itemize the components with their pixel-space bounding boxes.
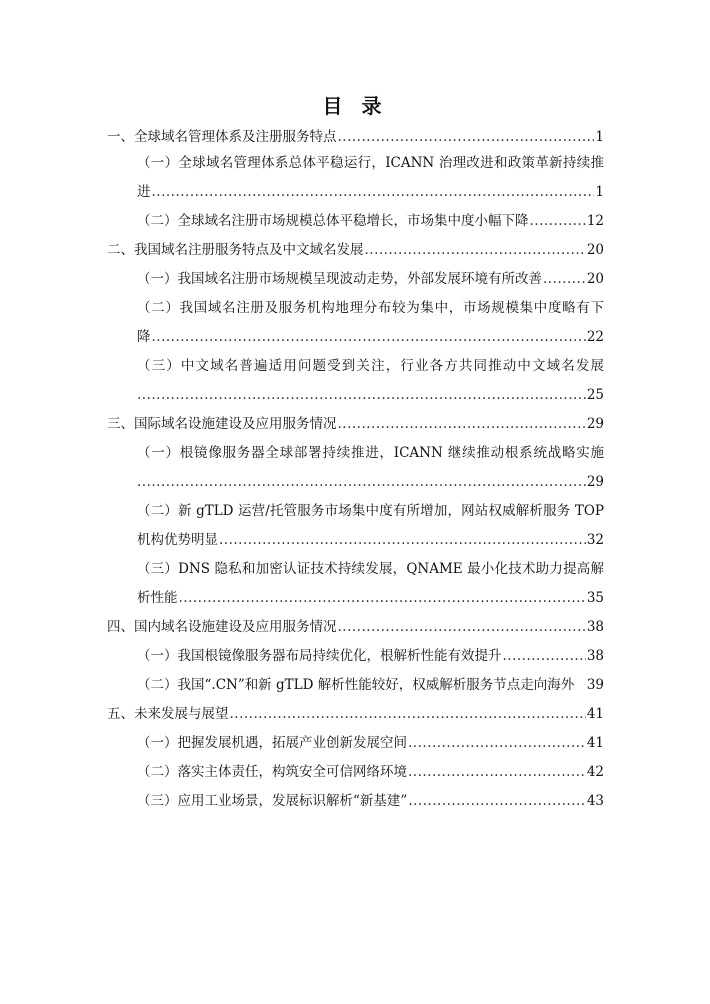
toc-leader-dots (152, 326, 586, 348)
toc-page-number: 29 (586, 471, 604, 493)
toc-leader-dots (338, 413, 586, 435)
toc-label: （一）把握发展机遇，拓展产业创新发展空间 (137, 732, 408, 754)
toc-entry[interactable] (137, 558, 604, 580)
toc-label: 五、未来发展与展望 (107, 703, 230, 725)
toc-label: （一）全球域名管理体系总体平稳运行，ICANN 治理改进和政策革新持续推 (137, 152, 605, 174)
toc-entry[interactable] (107, 126, 604, 148)
toc-entry[interactable] (137, 790, 604, 812)
toc-entry[interactable] (137, 355, 604, 377)
toc-page-number: 22 (586, 326, 604, 348)
toc-page-number: 38 (586, 616, 604, 638)
toc-entry[interactable] (137, 645, 604, 667)
toc-page-number: 39 (586, 674, 604, 696)
toc-entry[interactable] (137, 761, 604, 783)
toc-label: （一）根镜像服务器全球部署持续推进，ICANN 继续推动根系统战略实施 (137, 442, 605, 464)
toc-page-number: 25 (586, 384, 604, 406)
toc-entry[interactable] (137, 268, 604, 290)
toc-entry[interactable] (107, 703, 604, 725)
toc-leader-dots (408, 732, 586, 754)
toc-label: 析性能 (137, 587, 179, 609)
toc-page-number: 41 (586, 703, 604, 725)
toc-entry[interactable] (107, 413, 604, 435)
toc-page-number: 1 (594, 181, 604, 203)
toc-entry[interactable] (107, 239, 604, 261)
toc-page-number: 1 (594, 126, 604, 148)
toc-page-number: 41 (586, 732, 604, 754)
toc-page-number: 35 (586, 587, 604, 609)
toc-label: （二）我国域名注册及服务机构地理分布较为集中，市场规模集中度略有下 (137, 297, 605, 319)
toc-entry[interactable] (137, 210, 604, 232)
toc-label: 三、国际域名设施建设及应用服务情况 (107, 413, 338, 435)
page-title: 目 录 (322, 94, 388, 118)
toc-label: （二）落实主体责任，构筑安全可信网络环境 (137, 761, 408, 783)
toc-label: （二）新 gTLD 运营/托管服务市场集中度有所增加，网站权威解析服务 TOP (137, 500, 605, 522)
toc-entry-continuation[interactable] (137, 384, 604, 406)
toc-label: 一、全球域名管理体系及注册服务特点 (107, 126, 338, 148)
toc-label: 四、国内域名设施建设及应用服务情况 (107, 616, 338, 638)
toc-page-number: 32 (586, 529, 604, 551)
toc-leader-dots (179, 587, 586, 609)
toc-entry-continuation[interactable] (137, 326, 604, 348)
toc-entry-continuation[interactable] (137, 181, 604, 203)
toc-label: 机构优势明显 (137, 529, 219, 551)
toc-label: （一）我国根镜像服务器布局持续优化，根解析性能有效提升 (137, 645, 503, 667)
toc-leader-dots (230, 703, 586, 725)
toc-entry[interactable] (107, 616, 604, 638)
toc-entry[interactable] (137, 500, 604, 522)
toc-page-number: 20 (586, 239, 604, 261)
toc-label: （三）中文域名普遍适用问题受到关注，行业各方共同推动中文域名发展 (137, 355, 605, 377)
toc-leader-dots (338, 126, 595, 148)
toc-leader-dots (503, 645, 586, 667)
toc-entry[interactable] (137, 297, 604, 319)
toc-label: 降 (137, 326, 152, 348)
toc-page-number: 12 (586, 210, 604, 232)
toc-leader-dots (137, 471, 586, 493)
toc-leader-dots (152, 181, 595, 203)
toc-entry[interactable] (137, 674, 604, 696)
toc-entry[interactable] (137, 732, 604, 754)
toc-entry-continuation[interactable] (137, 471, 604, 493)
toc-label: 进 (137, 181, 152, 203)
toc-entry[interactable] (137, 152, 604, 174)
toc-leader-dots (408, 790, 586, 812)
toc-entry-continuation[interactable] (137, 587, 604, 609)
toc-leader-dots (543, 268, 586, 290)
toc-leader-dots (408, 761, 586, 783)
toc-label: （三）DNS 隐私和加密认证技术持续发展，QNAME 最小化技术助力提高解 (137, 558, 605, 580)
toc-leader-dots (338, 616, 586, 638)
toc-page-number: 42 (586, 761, 604, 783)
toc-leader-dots (530, 210, 586, 232)
toc-leader-dots (137, 384, 586, 406)
toc-page-number: 29 (586, 413, 604, 435)
toc-leader-dots (365, 239, 586, 261)
toc-page-number: 20 (586, 268, 604, 290)
toc-label: （一）我国域名注册市场规模呈现波动走势，外部发展环境有所改善 (137, 268, 543, 290)
toc-page-number: 43 (586, 790, 604, 812)
toc-leader-dots (219, 529, 586, 551)
toc-label: （二）我国“.CN”和新 gTLD 解析性能较好，权威解析服务节点走向海外 (137, 674, 575, 696)
toc-page-number: 38 (586, 645, 604, 667)
toc-label: （二）全球域名注册市场规模总体平稳增长，市场集中度小幅下降 (137, 210, 530, 232)
toc-entry[interactable] (137, 442, 604, 464)
toc-label: 二、我国域名注册服务特点及中文域名发展 (107, 239, 365, 261)
toc-entry-continuation[interactable] (137, 529, 604, 551)
toc-label: （三）应用工业场景，发展标识解析“新基建” (137, 790, 408, 812)
